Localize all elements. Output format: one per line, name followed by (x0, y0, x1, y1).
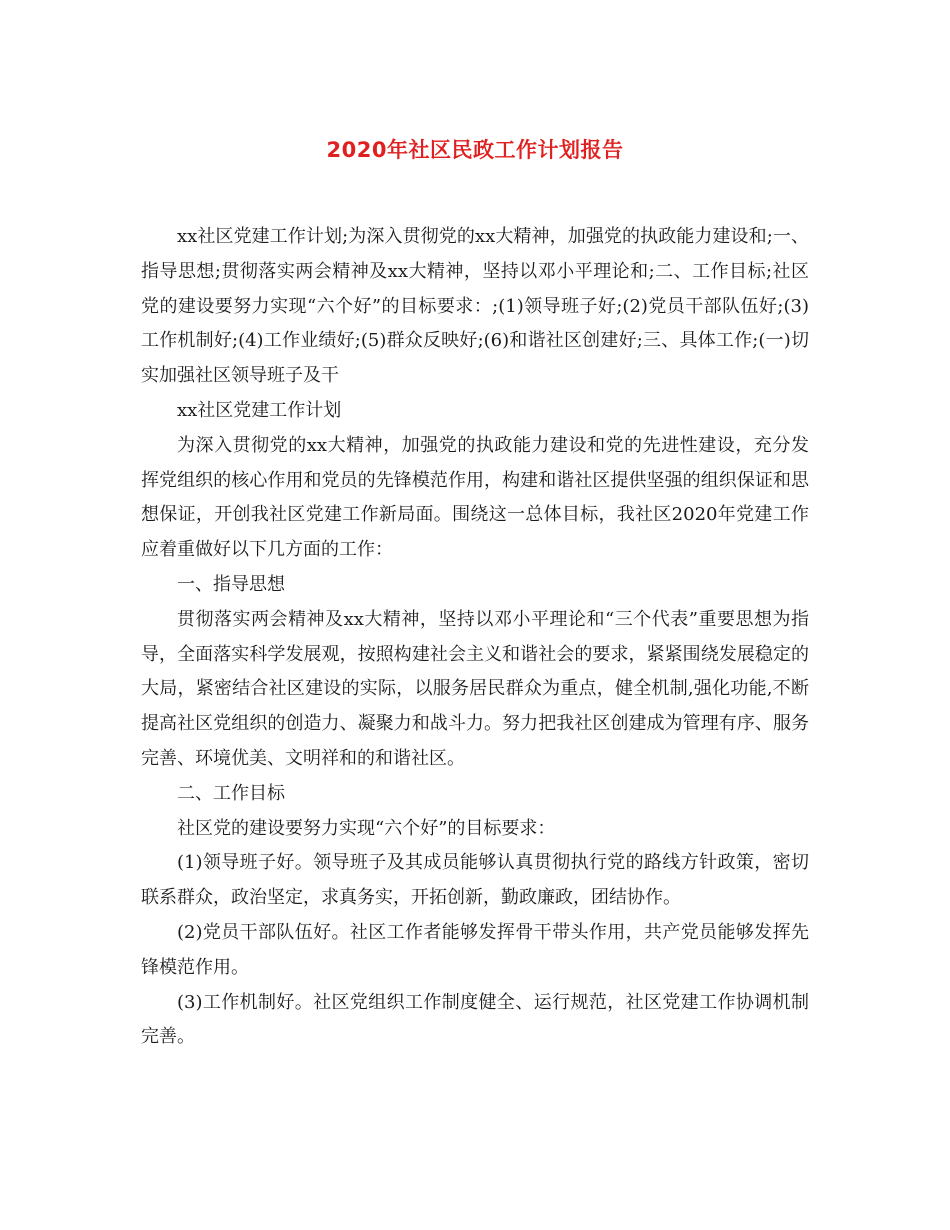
list-item-goal-1: (1)领导班子好。领导班子及其成员能够认真贯彻执行党的路线方针政策，密切联系群众，政治坚定，求真务实，开拓创新，勤政廉政，团结协作。 (141, 852, 809, 909)
paragraph-summary: xx社区党建工作计划;为深入贯彻党的xx大精神，加强党的执政能力建设和;一、指导思想;贯彻落实两会精神及xx大精神，坚持以邓小平理论和;二、工作目标;社区党的建设要努力实现“六个好”的目标要求：;(1)领导班子好;(2)党员干部队伍好;(3)工作机制好;(4)工作业绩好;(5)群众反映好;(6)和谐社区创建好;三、具体工作;(一)切实加强社区领导班子及干 (141, 226, 809, 387)
section-heading-guiding-ideology: 一、指导思想 (177, 573, 285, 595)
paragraph-intro: 为深入贯彻党的xx大精神，加强党的执政能力建设和党的先进性建设，充分发挥党组织的核心作用和党员的先锋模范作用，构建和谐社区提供坚强的组织保证和思想保证，开创我社区党建工作新局面。围绕这一总体目标，我社区2020年党建工作应着重做好以下几方面的工作： (141, 434, 809, 561)
paragraph-guiding-ideology: 贯彻落实两会精神及xx大精神，坚持以邓小平理论和“三个代表”重要思想为指导，全面落实科学发展观，按照构建社会主义和谐社会的要求，紧紧围绕发展稳定的大局，紧密结合社区建设的实际，以服务居民群众为重点，健全机制,强化功能,不断提高社区党组织的创造力、凝聚力和战斗力。努力把我社区创建成为管理有序、服务完善、环境优美、文明祥和的和谐社区。 (141, 608, 809, 769)
list-item-goal-3: (3)工作机制好。社区党组织工作制度健全、运行规范，社区党建工作协调机制完善。 (141, 991, 809, 1048)
document-body (141, 220, 809, 1055)
paragraph-work-goals: 社区党的建设要努力实现“六个好”的目标要求： (177, 817, 556, 839)
paragraph-heading-plan: xx社区党建工作计划 (177, 399, 342, 421)
document-title: 2020年社区民政工作计划报告 (326, 138, 624, 162)
list-item-goal-2: (2)党员干部队伍好。社区工作者能够发挥骨干带头作用，共产党员能够发挥先锋模范作用。 (141, 921, 809, 978)
section-heading-work-goals: 二、工作目标 (177, 782, 285, 804)
